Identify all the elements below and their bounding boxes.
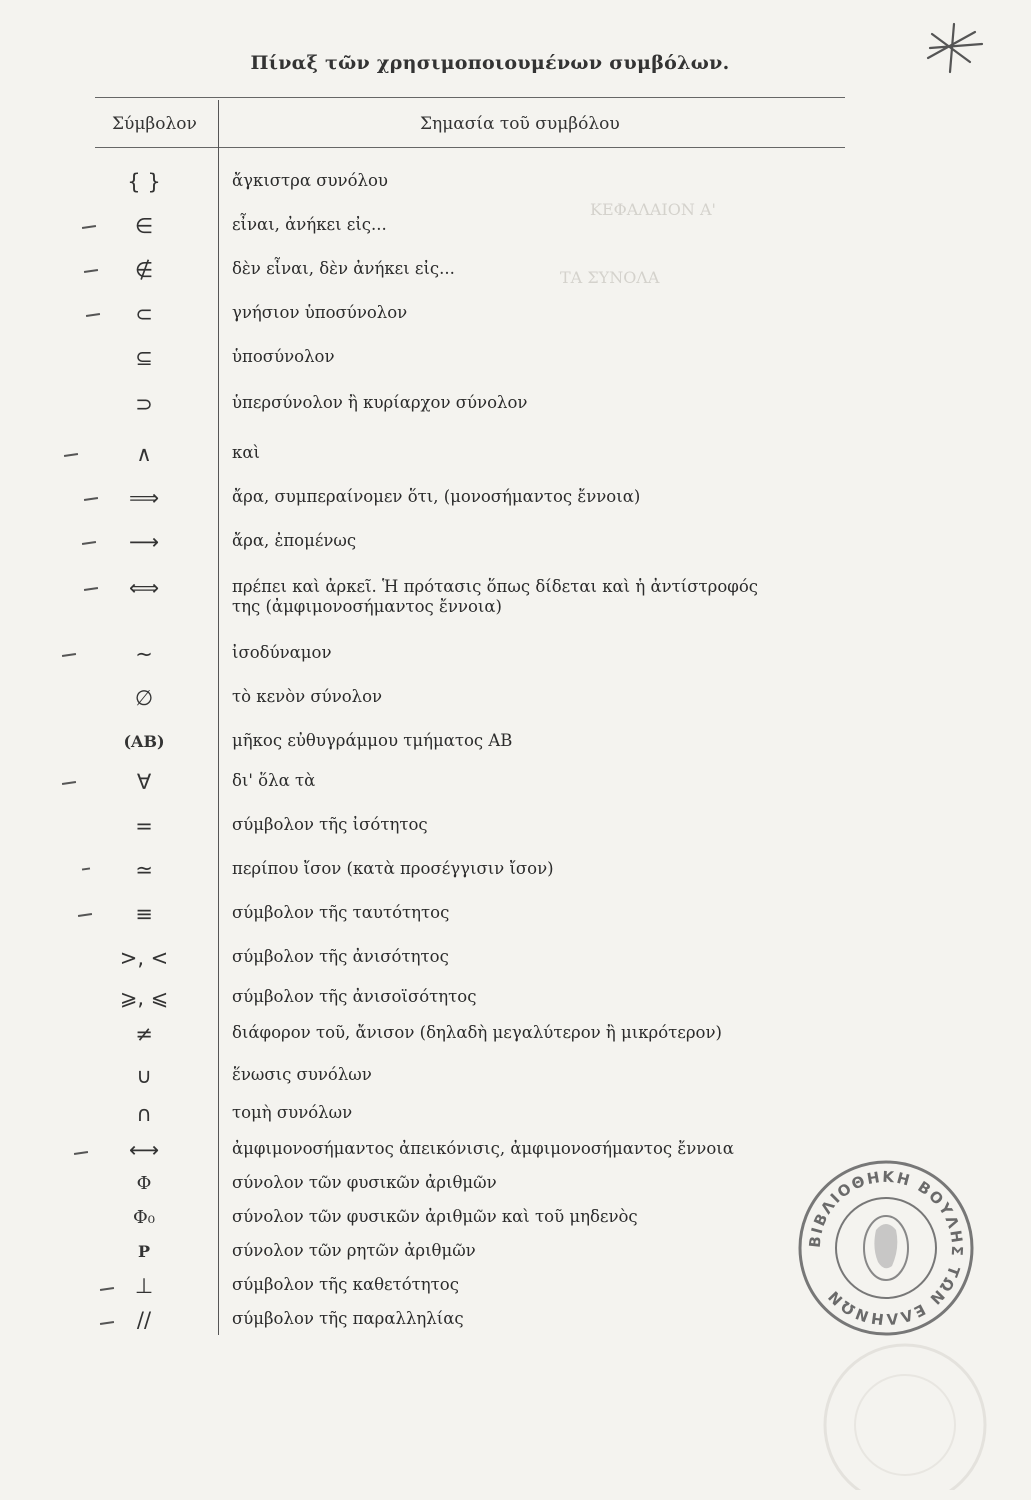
column-header-meaning: Σημασία τοῦ συμβόλου (420, 114, 620, 134)
table-row (0, 684, 1031, 714)
symbol-implies: ⟹ (128, 486, 160, 510)
meaning-text: τομὴ συνόλων (232, 1103, 353, 1122)
faint-stamp-impression (820, 1340, 990, 1494)
symbol-for-all: ∀ (136, 770, 152, 794)
symbol-not-element-of: ∉ (134, 258, 154, 282)
meaning-text: σύνολον τῶν φυσικῶν ἀριθμῶν καὶ τοῦ μηδενὸς (232, 1207, 638, 1226)
symbol-inequality: >, < (119, 946, 169, 970)
table-row (0, 728, 1031, 758)
table-row (0, 640, 1031, 670)
pencil-tick-mark (62, 781, 76, 785)
table-row (0, 1100, 1031, 1130)
meaning-text: σύμβολον τῆς ταυτότητος (232, 903, 450, 922)
symbol-union: ∪ (136, 1064, 152, 1088)
symbol-natural-numbers-zero: Φ₀ (133, 1207, 155, 1228)
symbol-subset: ⊆ (135, 346, 153, 370)
meaning-text: ἀμφιμονοσήμαντος ἀπεικόνισις, ἀμφιμονοσήμαντος ἔννοια (232, 1139, 734, 1158)
stamp-emblem-icon (864, 1216, 908, 1280)
table-row (0, 212, 1031, 242)
symbol-element-of: ∈ (134, 214, 154, 238)
table-row (0, 256, 1031, 286)
symbol-rational-numbers: Ρ (137, 1242, 151, 1261)
meaning-text: εἶναι, ἀνήκει εἰς... (232, 215, 387, 234)
symbol-approximately: ≃ (135, 858, 153, 882)
symbol-braces: { } (127, 170, 161, 194)
meaning-text: καὶ (232, 443, 260, 462)
table-row (0, 856, 1031, 886)
meaning-text: πρέπει καὶ ἀρκεῖ. Ἡ πρότασις ὅπως δίδεται καὶ ἡ ἀντίστροφός (232, 577, 759, 596)
table-row (0, 900, 1031, 930)
meaning-text: γνήσιον ὑποσύνολον (232, 303, 408, 322)
meaning-text: σύμβολον τῆς ἰσότητος (232, 815, 428, 834)
table-row (0, 300, 1031, 330)
symbol-intersection: ∩ (136, 1102, 152, 1126)
meaning-text: σύνολον τῶν ρητῶν ἀριθμῶν (232, 1241, 476, 1260)
meaning-text: δὲν εἶναι, δὲν ἀνήκει εἰς... (232, 259, 455, 278)
table-row (0, 528, 1031, 558)
symbol-perpendicular: ⊥ (134, 1274, 154, 1298)
table-row (0, 1020, 1031, 1050)
table-row (0, 574, 1031, 624)
symbol-arrow-right: ⟶ (128, 530, 160, 554)
header-top-rule (95, 97, 845, 98)
page-title: Πίναξ τῶν χρησιμοποιουμένων συμβόλων. (250, 52, 730, 74)
meaning-text: ἕνωσις συνόλων (232, 1065, 372, 1084)
meaning-text: ἄρα, ἐπομένως (232, 531, 357, 550)
meaning-text: τὸ κενὸν σύνολον (232, 687, 383, 706)
symbol-and: ∧ (136, 442, 152, 466)
meaning-text: ἰσοδύναμον (232, 643, 332, 662)
table-row (0, 768, 1031, 798)
meaning-text: περίπου ἴσον (κατὰ προσέγγισιν ἴσον) (232, 859, 554, 878)
table-row (0, 390, 1031, 420)
symbol-superset: ⊃ (135, 392, 153, 416)
table-row (0, 812, 1031, 842)
pencil-tick-mark (74, 1151, 88, 1155)
meaning-text: σύμβολον τῆς ἀνισοϊσότητος (232, 987, 477, 1006)
table-row (0, 984, 1031, 1014)
meaning-text: μῆκος εὐθυγράμμου τμήματος ΑΒ (232, 731, 513, 750)
symbol-equivalent: ∼ (135, 642, 153, 666)
table-row (0, 484, 1031, 514)
symbol-identical: ≡ (135, 902, 153, 926)
meaning-text: σύμβολον τῆς ἀνισότητος (232, 947, 449, 966)
library-stamp (796, 1158, 976, 1342)
symbol-parallel: // (136, 1308, 152, 1332)
symbol-non-strict-inequality: ⩾, ⩽ (119, 986, 169, 1010)
meaning-text: διάφορον τοῦ, ἄνισον (δηλαδὴ μεγαλύτερον ἢ μικρότερον) (232, 1023, 722, 1042)
table-row (0, 168, 1031, 198)
table-row (0, 944, 1031, 974)
symbol-iff: ⟺ (128, 576, 160, 600)
table-row (0, 344, 1031, 374)
pencil-tick-mark (64, 453, 78, 457)
meaning-text: σύμβολον τῆς καθετότητος (232, 1275, 459, 1294)
symbol-not-equal: ≠ (135, 1022, 153, 1046)
header-bottom-rule (95, 147, 845, 148)
meaning-text: ὑποσύνολον (232, 347, 335, 366)
symbol-natural-numbers: Φ (136, 1173, 152, 1194)
table-row (0, 440, 1031, 470)
meaning-text: ἄρα, συμπεραίνομεν ὅτι, (μονοσήμαντος ἔννοια) (232, 487, 641, 506)
meaning-text: ἄγκιστρα συνόλου (232, 171, 388, 190)
meaning-text: σύμβολον τῆς παραλληλίας (232, 1309, 464, 1328)
symbol-proper-subset: ⊂ (135, 302, 153, 326)
symbol-bijection-arrow: ⟷ (128, 1138, 160, 1162)
meaning-text: ὑπερσύνολον ἢ κυρίαρχον σύνολον (232, 393, 528, 412)
stamp-text: ΒΙΒΛΙΟΘΗΚΗ ΒΟΥΛΗΣ ΤΩΝ ΕΛΛΗΝΩΝ (805, 1167, 967, 1329)
symbol-equals: = (135, 814, 153, 838)
symbol-segment-length: (AB) (123, 732, 165, 751)
pencil-tick-mark (62, 653, 76, 657)
column-header-symbol: Σύμβολον (112, 114, 197, 134)
meaning-text: σύνολον τῶν φυσικῶν ἀριθμῶν (232, 1173, 497, 1192)
table-row (0, 1062, 1031, 1092)
symbol-empty-set: ∅ (134, 686, 154, 710)
meaning-text: δι' ὅλα τὰ (232, 771, 316, 790)
meaning-text-continued: της (ἀμφιμονοσήμαντος ἔννοια) (232, 597, 502, 616)
